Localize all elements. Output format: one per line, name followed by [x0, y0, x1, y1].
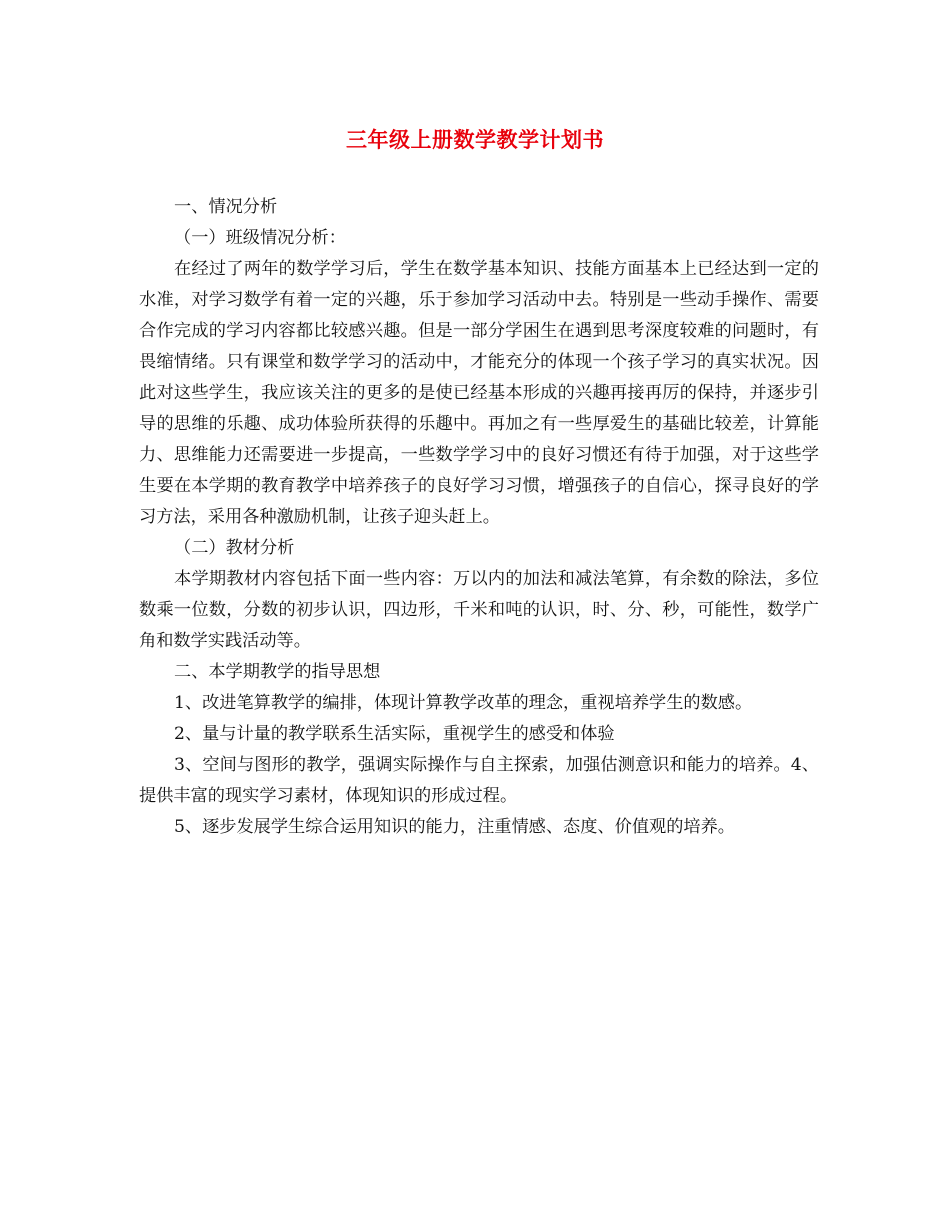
list-item-guiding-idea-2: 2、量与计量的教学联系生活实际，重视学生的感受和体验 [174, 724, 615, 744]
document-body [139, 192, 819, 843]
list-item-guiding-idea-1: 1、改进笔算教学的编排，体现计算教学改革的理念，重视培养学生的数感。 [174, 693, 753, 713]
list-item-guiding-idea-5: 5、逐步发展学生综合运用知识的能力，注重情感、态度、价值观的培养。 [174, 817, 735, 837]
subsection-heading-class-analysis: （一）班级情况分析： [174, 228, 346, 248]
subsection-heading-textbook-analysis: （二）教材分析 [174, 538, 295, 558]
list-item-guiding-idea-3-4: 3、空间与图形的教学，强调实际操作与自主探索，加强估测意识和能力的培养。4、提供丰富的现实学习素材，体现知识的形成过程。 [139, 755, 819, 806]
paragraph-textbook-analysis: 本学期教材内容包括下面一些内容：万以内的加法和减法笔算，有余数的除法，多位数乘一位数，分数的初步认识，四边形，千米和吨的认识，时、分、秒，可能性，数学广角和数学实践活动等。 [139, 569, 819, 651]
section-heading-guiding-ideas: 二、本学期教学的指导思想 [174, 662, 381, 682]
document-title: 三年级上册数学教学计划书 [346, 127, 604, 152]
paragraph-class-analysis: 在经过了两年的数学学习后，学生在数学基本知识、技能方面基本上已经达到一定的水准，对学习数学有着一定的兴趣，乐于参加学习活动中去。特别是一些动手操作、需要合作完成的学习内容都比较感兴趣。但是一部分学困生在遇到思考深度较难的问题时，有畏缩情绪。只有课堂和数学学习的活动中，才能充分的体现一个孩子学习的真实状况。因此对这些学生，我应该关注的更多的是使已经基本形成的兴趣再接再厉的保持，并逐步引导的思维的乐趣、成功体验所获得的乐趣中。再加之有一些厚爱生的基础比较差，计算能力、思维能力还需要进一步提高，一些数学学习中的良好习惯还有待于加强，对于这些学生要在本学期的教育教学中培养孩子的良好学习习惯，增强孩子的自信心，探寻良好的学习方法，采用各种激励机制，让孩子迎头赶上。 [139, 259, 819, 527]
section-heading-situation-analysis: 一、情况分析 [174, 197, 278, 217]
